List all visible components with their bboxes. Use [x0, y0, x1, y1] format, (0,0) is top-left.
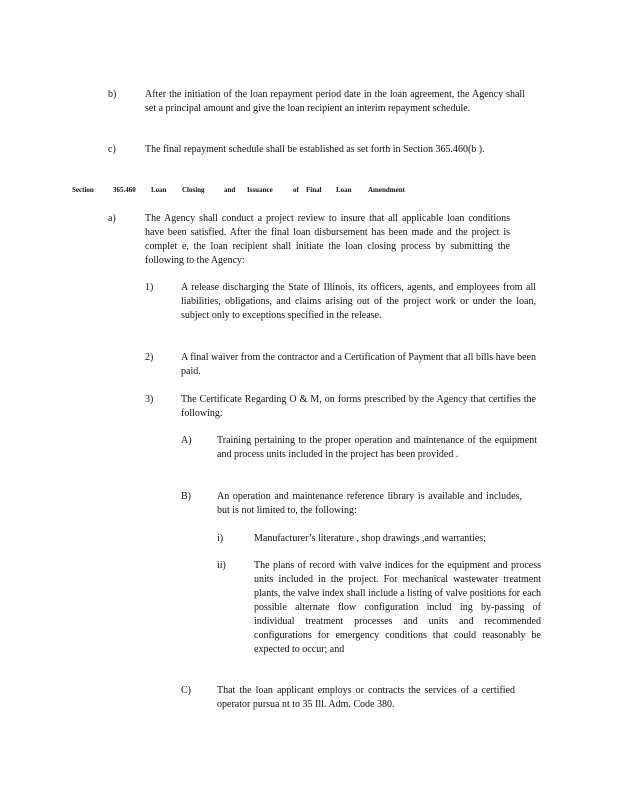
item-c-label: c) [108, 144, 116, 155]
section-title-word: Loan [151, 186, 167, 194]
item-i-label: i) [217, 533, 224, 544]
section-title-word: Amendment [368, 186, 405, 194]
item-3-label: 3) [145, 394, 154, 405]
section-number: 365.460 [113, 186, 136, 194]
item-i-text: Manufacturer’s literature , shop drawings ,and warranties; [254, 533, 486, 544]
section-word: Section [72, 186, 94, 194]
section-title-word: and [224, 186, 236, 194]
item-A-label: A) [181, 435, 192, 446]
item-3-text: The Certificate Regarding O & M, on forms prescribed by the Agency that certifies the following: [181, 394, 536, 419]
section-title-word: Closing [182, 186, 205, 194]
item-b-label: b) [108, 89, 117, 100]
item-c-text: The final repayment schedule shall be established as set forth in Section 365.460(b ). [145, 144, 485, 155]
section-title-word: Final [306, 186, 322, 194]
item-A-text: Training pertaining to the proper operation and maintenance of the equipment and process units included in the project has been provided . [217, 435, 537, 460]
item-2-label: 2) [145, 352, 154, 363]
item-a-text: The Agency shall conduct a project review to insure that all applicable loan conditions have been satisfied. After the final loan disbursement has been made and the project is complet e, the loan recipient shall initiate the loan closing process by submitting the following to the Agency: [145, 213, 510, 266]
item-B-text: An operation and maintenance reference library is available and includes, but is not limited to, the following: [217, 491, 522, 516]
section-title-word: Issuance [247, 186, 273, 194]
item-C-text: That the loan applicant employs or contracts the services of a certified operator pursua nt to 35 Ill. Adm. Code 380. [217, 685, 515, 710]
item-ii-text: The plans of record with valve indices for the equipment and process units included in the project. For mechanical wastewater treatment plants, the valve index shall include a listing of valve positions for each possible alternate flow configuration includ ing by-passing of individual treatment processes and units and recommended configurations for emergency conditions that could reasonably be expected to occur; and [254, 560, 541, 655]
section-title-word: of [293, 186, 299, 194]
item-1-text: A release discharging the State of Illinois, its officers, agents, and employees from all liabilities, obligations, and claims arising out of the project work or under the loan, subject only to exceptions specified in the release. [181, 282, 536, 321]
item-B-label: B) [181, 491, 191, 502]
section-title-word: Loan [336, 186, 352, 194]
item-C-label: C) [181, 685, 191, 696]
item-a-label: a) [108, 213, 116, 224]
item-ii-label: ii) [217, 560, 226, 571]
item-b-text: After the initiation of the loan repayment period date in the loan agreement, the Agency shall set a principal amount and give the loan recipient an interim repayment schedule. [145, 89, 525, 114]
item-2-text: A final waiver from the contractor and a Certification of Payment that all bills have been paid. [181, 352, 536, 377]
item-1-label: 1) [145, 282, 154, 293]
